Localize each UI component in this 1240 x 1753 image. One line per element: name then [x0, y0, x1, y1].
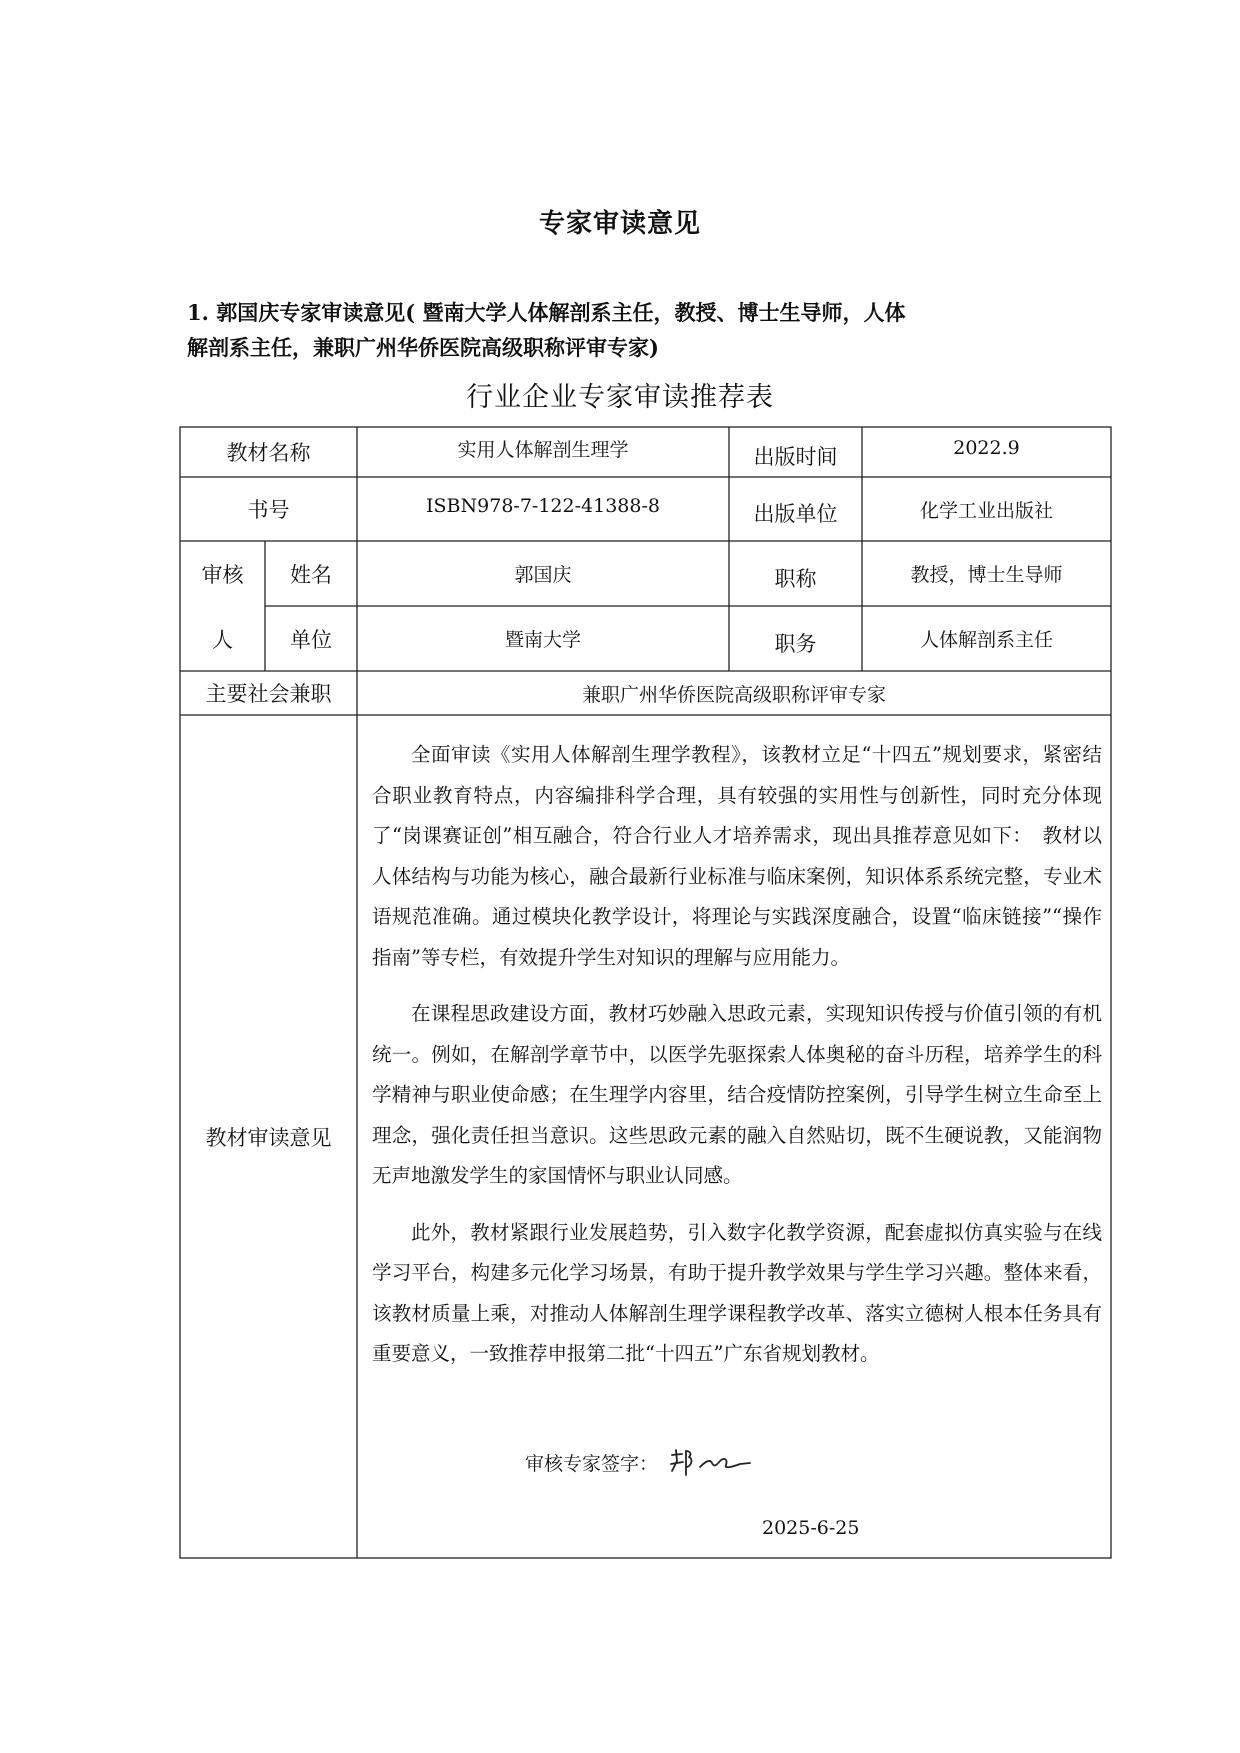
opinion-paragraph-1: 全面审读《实用人体解剖生理学教程》，该教材立足“十四五”规划要求，紧密结合职业教育特点，内容编排科学合理，具有较强的实用性与创新性，同时充分体现了“岗课赛证创”相互融合，符合行业人才培养需求，现出具推荐意见如下： 教材以人体结构与功能为核心，融合最新行业标准与临床案例，知识体系系统完整，专业术语规范准确。通过模块化教学设计，将理论与实践深度融合，设置“临床链接”“操作指南”等专栏，有效提升学生对知识的理解与应用能力。 [372, 743, 1102, 969]
label-textbook-name: 教材名称 [226, 441, 311, 465]
label-opinion: 教材审读意见 [205, 1125, 332, 1150]
value-textbook-name: 实用人体解剖生理学 [457, 438, 629, 461]
subheading-line-2: 解剖系主任，兼职广州华侨医院高级职称评审专家) [187, 335, 659, 360]
value-name: 郭国庆 [514, 564, 572, 586]
signature-label: 审核专家签字： [525, 1452, 659, 1475]
label-reviewer-2: 人 [212, 627, 233, 652]
label-book-number: 书号 [247, 498, 290, 522]
label-position: 职务 [774, 631, 817, 656]
value-title: 教授，博士生导师 [910, 564, 1063, 586]
subheading-line-1: 1. 郭国庆专家审读意见( 暨南大学人体解剖系主任，教授、博士生导师，人体 [187, 300, 906, 325]
label-title: 职称 [774, 566, 817, 591]
opinion-paragraph-3: 此外，教材紧跟行业发展趋势，引入数字化教学资源，配套虚拟仿真实验与在线学习平台，构建多元化学习场景，有助于提升教学效果与学生学习兴趣。整体来看，该教材质量上乘，对推动人体解剖生理学课程教学改革、落实立德树人根本任务具有重要意义，一致推荐申报第二批“十四五”广东省规划教材。 [372, 1220, 1102, 1365]
value-publish-time: 2022.9 [953, 437, 1020, 459]
value-publisher: 化学工业出版社 [919, 499, 1053, 522]
handwritten-signature [666, 1445, 756, 1479]
value-social-role: 兼职广州华侨医院高级职称评审专家 [581, 683, 886, 706]
opinion-paragraph-2: 在课程思政建设方面，教材巧妙融入思政元素，实现知识传授与价值引领的有机统一。例如，在解剖学章节中，以医学先驱探索人体奥秘的奋斗历程，培养学生的科学精神与职业使命感；在生理学内容里，结合疫情防控案例，引导学生树立生命至上理念，强化责任担当意识。这些思政元素的融入自然贴切，既不生硬说教，又能润物无声地激发学生的家国情怀与职业认同感。 [372, 1002, 1102, 1187]
label-publisher: 出版单位 [753, 502, 838, 526]
label-name: 姓名 [290, 562, 332, 587]
page-title: 专家审读意见 [538, 209, 701, 239]
value-position: 人体解剖系主任 [919, 629, 1053, 651]
table-title: 行业企业专家审读推荐表 [466, 382, 774, 413]
label-unit: 单位 [290, 627, 332, 652]
label-social-role: 主要社会兼职 [205, 682, 332, 706]
signature-date: 2025-6-25 [762, 1517, 860, 1539]
label-publish-time: 出版时间 [753, 445, 838, 469]
label-reviewer-1: 审核 [201, 562, 244, 587]
signature-line [525, 1445, 756, 1479]
value-unit: 暨南大学 [504, 629, 581, 651]
value-book-number: ISBN978-7-122-41388-8 [426, 495, 660, 517]
opinion-text [372, 735, 1102, 1391]
